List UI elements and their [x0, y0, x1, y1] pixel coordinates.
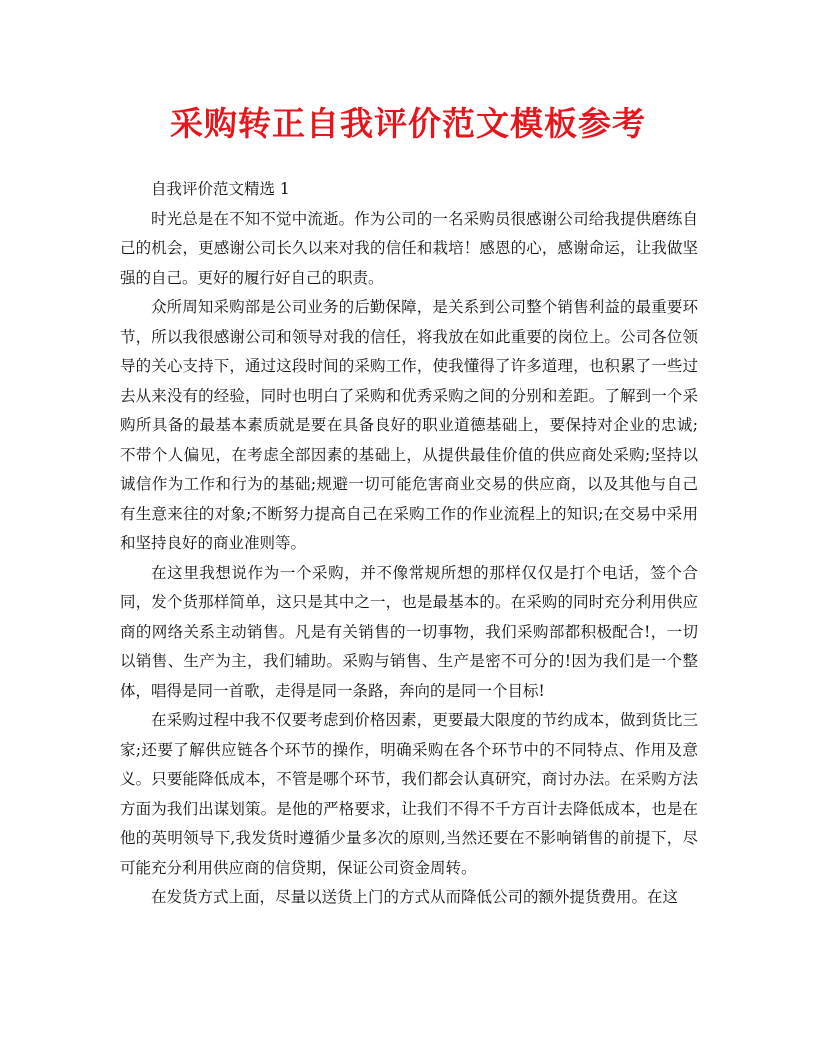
document-title: 采购转正自我评价范文模板参考 — [170, 104, 646, 143]
section-subheading: 自我评价范文精选 1 — [151, 180, 290, 198]
paragraph-1: 时光总是在不知不觉中流逝。作为公司的一名采购员很感谢公司给我提供磨练自己的机会，更感谢公司长久以来对我的信任和栽培！感恩的心，感谢命运，让我做坚强的自己。更好的履行好自己的职责。 — [120, 209, 698, 287]
paragraph-3: 在这里我想说作为一个采购，并不像常规所想的那样仅仅是打个电话，签个合同，发个货那样简单，这只是其中之一，也是最基本的。在采购的同时充分利用供应商的网络关系主动销售。凡是有关销售的一切事物，我们采购部都积极配合!，一切以销售、生产为主，我们辅助。采购与销售、生产是密不可分的!因为我们是一个整体，唱得是同一首歌，走得是同一条路，奔向的是同一个目标! — [120, 563, 698, 700]
paragraph-4: 在采购过程中我不仅要考虑到价格因素，更要最大限度的节约成本，做到货比三家;还要了解供应链各个环节的操作，明确采购在各个环节中的不同特点、作用及意义。只要能降低成本，不管是哪个环节，我们都会认真研究，商讨办法。在采购方法方面为我们出谋划策。是他的严格要求，让我们不得不千方百计去降低成本，也是在他的英明领导下,我发货时遵循少量多次的原则,当然还要在不影响销售的前提下，尽可能充分利用供应商的信贷期，保证公司资金周转。 — [120, 711, 698, 877]
paragraph-2: 众所周知采购部是公司业务的后勤保障，是关系到公司整个销售利益的最重要环节，所以我很感谢公司和领导对我的信任，将我放在如此重要的岗位上。公司各位领导的关心支持下，通过这段时间的采购工作，使我懂得了许多道理，也积累了一些过去从来没有的经验，同时也明白了采购和优秀采购之间的分别和差距。了解到一个采购所具备的最基本素质就是要在具备良好的职业道德基础上，要保持对企业的忠诚;不带个人偏见，在考虑全部因素的基础上，从提供最佳价值的供应商处采购;坚持以诚信作为工作和行为的基础;规避一切可能危害商业交易的供应商，以及其他与自己有生意来往的对象;不断努力提高自己在采购工作的作业流程上的知识;在交易中采用和坚持良好的商业准则等。 — [120, 298, 698, 552]
paragraph-5: 在发货方式上面，尽量以送货上门的方式从而降低公司的额外提货费用。在这 — [151, 888, 679, 906]
document-body — [120, 175, 698, 913]
